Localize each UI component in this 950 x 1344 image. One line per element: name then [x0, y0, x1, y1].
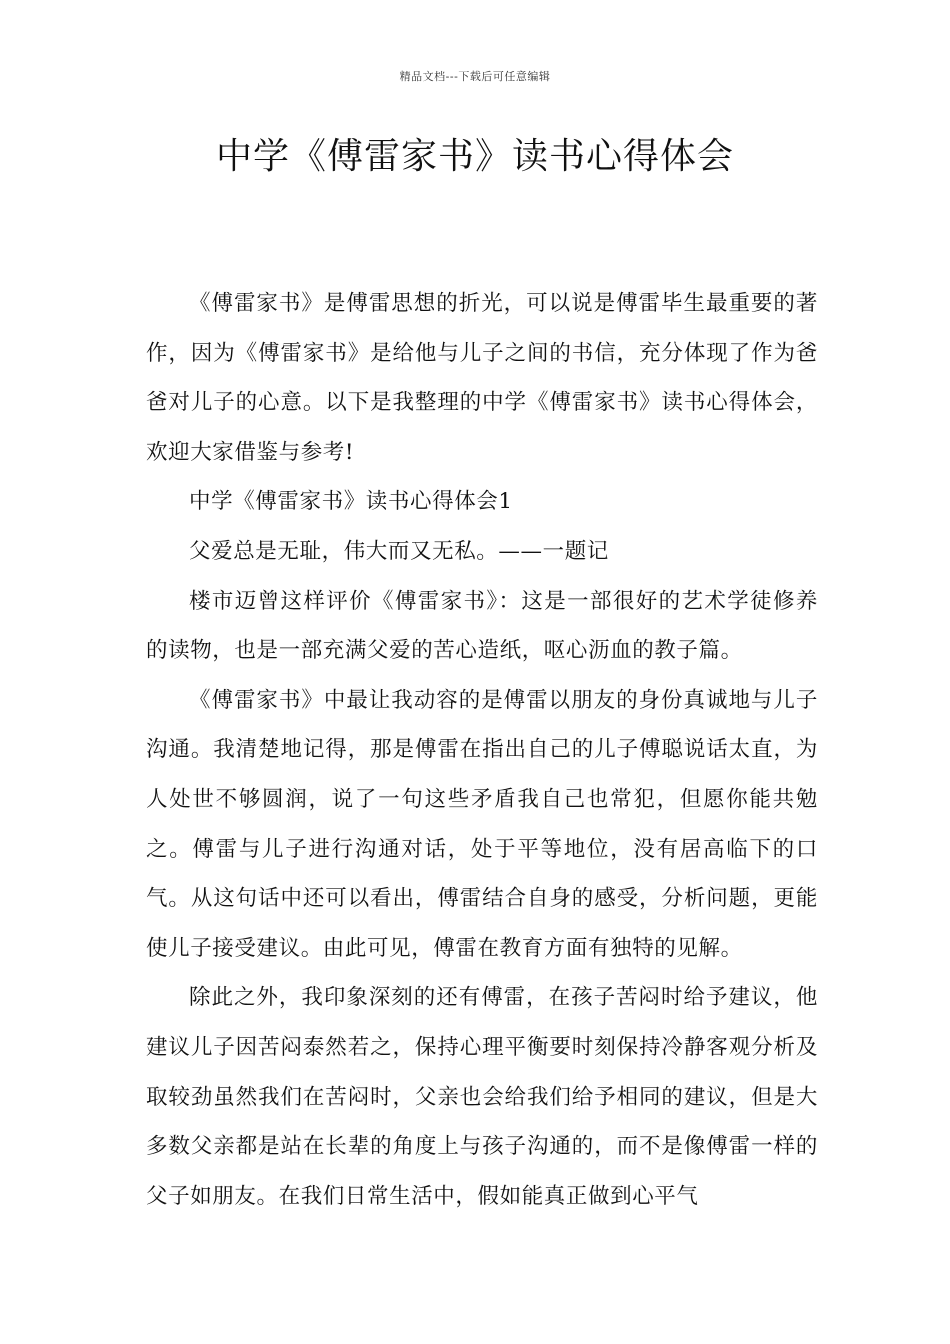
body-paragraph: 除此之外，我印象深刻的还有傅雷，在孩子苦闷时给予建议，他建议儿子因苦闷泰然若之，保持心理平衡要时刻保持冷静客观分析及取较劲虽然我们在苦闷时，父亲也会给我们给予相同的建议，但是大多数父亲都是站在长辈的角度上与孩子沟通的，而不是像傅雷一样的父子如朋友。在我们日常生活中，假如能真正做到心平气: [146, 985, 818, 1209]
section-heading: 中学《傅雷家书》读书心得体会1: [189, 489, 513, 515]
epigraph: 父爱总是无耻，伟大而又无私。——一题记: [189, 538, 609, 564]
document-title: 中学《傅雷家书》读书心得体会: [215, 136, 734, 177]
body-paragraph: 《傅雷家书》中最让我动容的是傅雷以朋友的身份真诚地与儿子沟通。我清楚地记得，那是傅雷在指出自己的儿子傅聪说话太直，为人处世不够圆润，说了一句这些矛盾我自己也常犯，但愿你能共勉之。傅雷与儿子进行沟通对话，处于平等地位，没有居高临下的口气。从这句话中还可以看出，傅雷结合自身的感受，分析问题，更能使儿子接受建议。由此可见，傅雷在教育方面有独特的见解。: [146, 687, 818, 961]
intro-paragraph: 《傅雷家书》是傅雷思想的折光，可以说是傅雷毕生最重要的著作，因为《傅雷家书》是给他与儿子之间的书信，充分体现了作为爸爸对儿子的心意。以下是我整理的中学《傅雷家书》读书心得体会，欢迎大家借鉴与参考!: [146, 291, 818, 465]
body-paragraph: 楼市迈曾这样评价《傅雷家书》：这是一部很好的艺术学徒修养的读物，也是一部充满父爱的苦心造纸，呕心沥血的教子篇。: [146, 588, 818, 664]
header-note: 精品文档---下载后可任意编辑: [399, 70, 551, 83]
document-body: [146, 279, 818, 1221]
